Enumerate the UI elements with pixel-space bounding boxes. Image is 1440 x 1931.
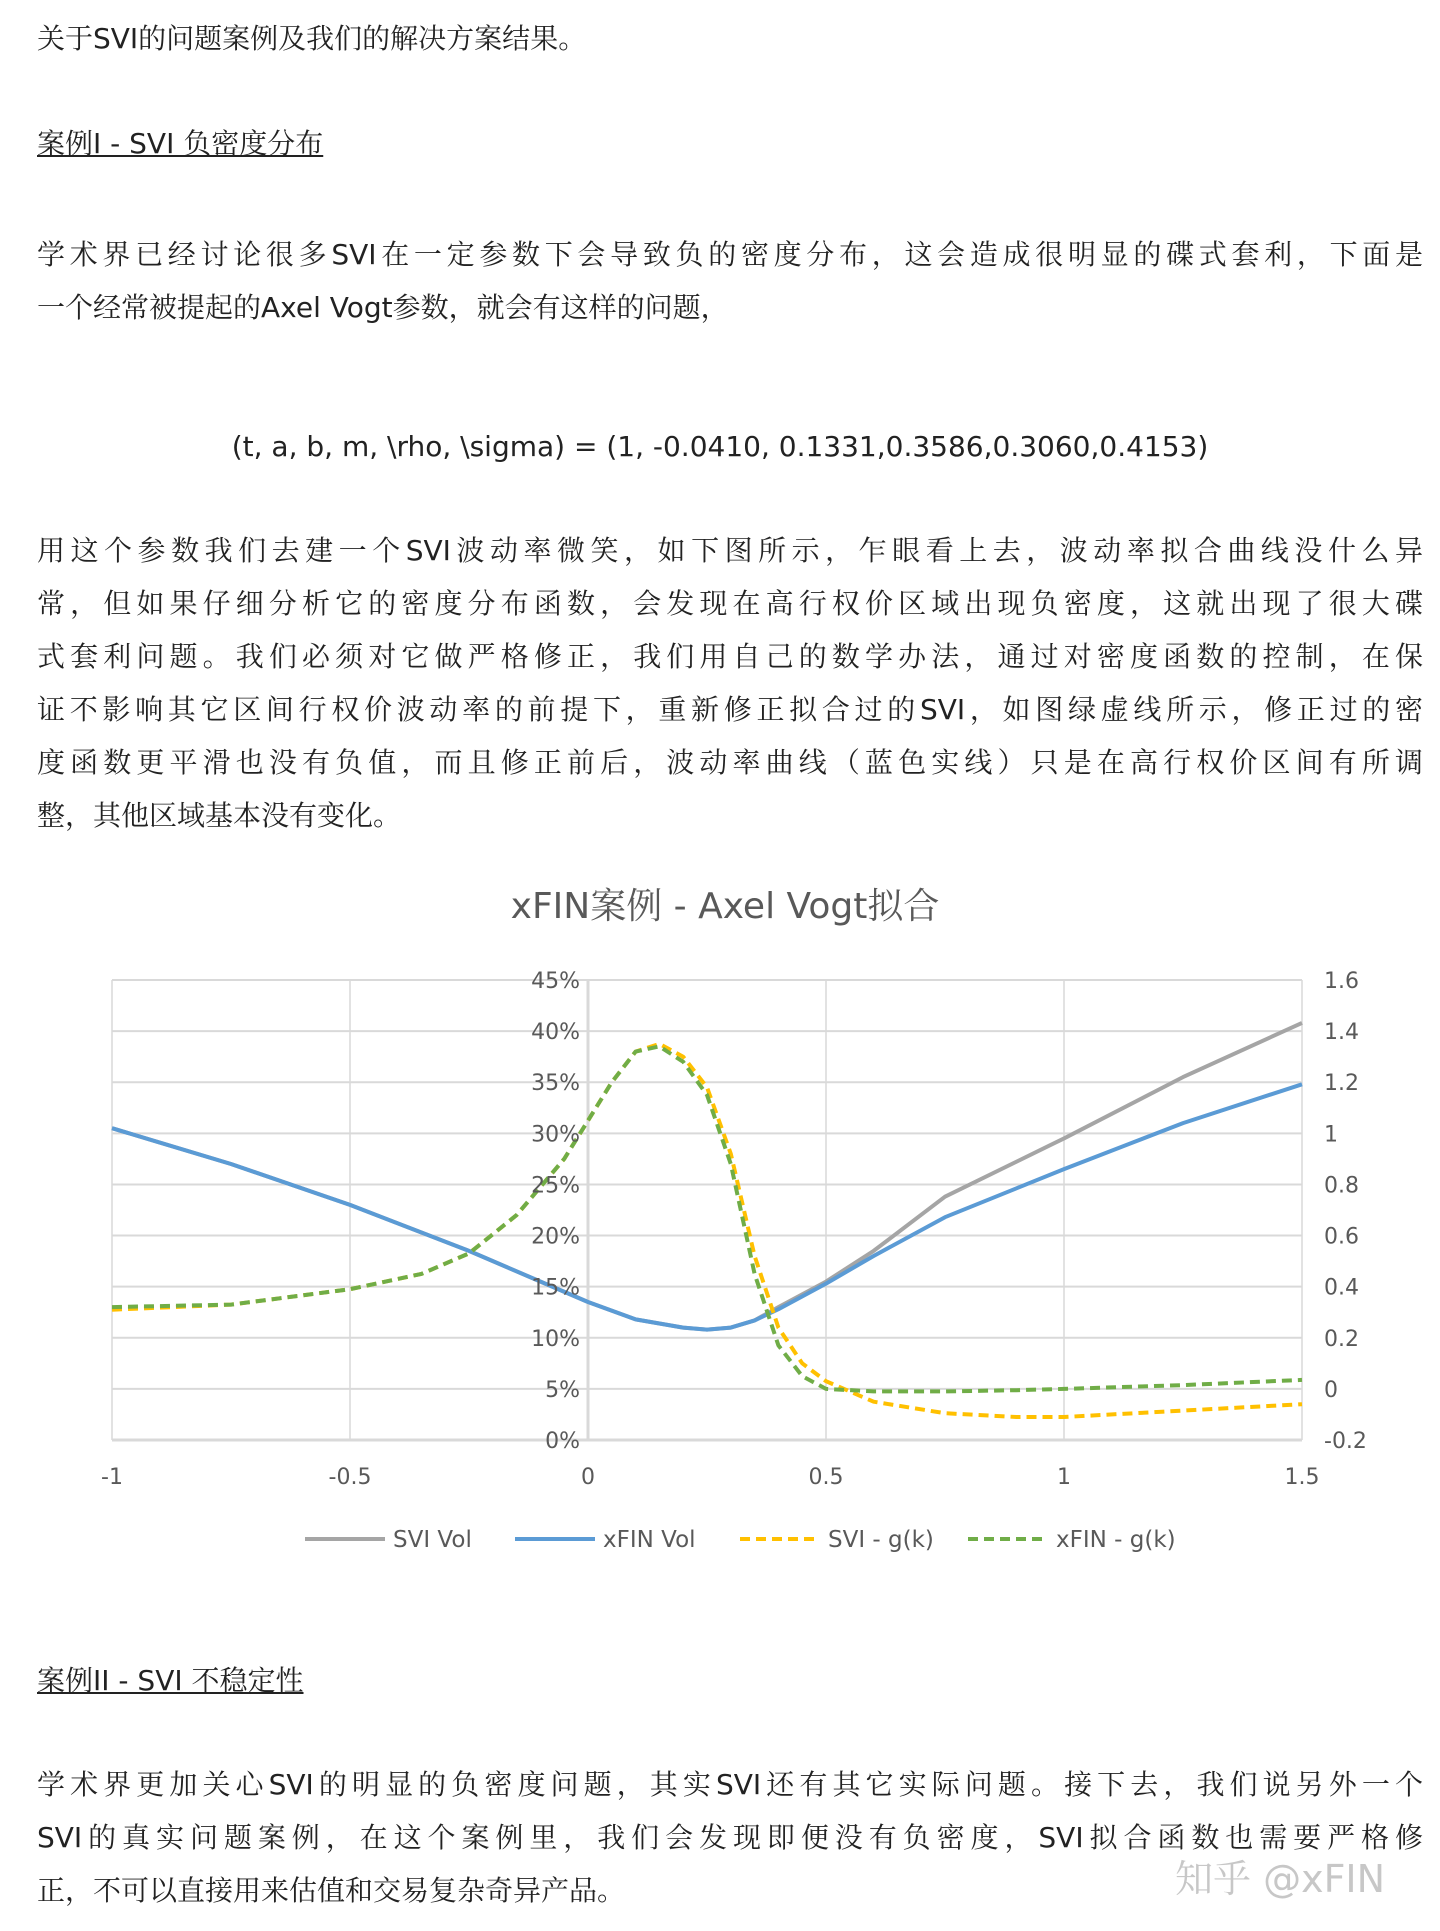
y-left-tick-label: 10%	[531, 1326, 580, 1352]
y-left-tick-label: 5%	[545, 1377, 580, 1403]
series-line-xfin-vol	[112, 1084, 1302, 1329]
y-right-tick-label: -0.2	[1324, 1429, 1367, 1454]
legend-label: SVI Vol	[393, 1527, 472, 1553]
paragraph-line: 正，不可以直接用来估值和交易复杂奇异产品。	[37, 1874, 626, 1907]
x-tick-label: 0	[581, 1465, 595, 1490]
x-tick-label: 1.5	[1284, 1465, 1320, 1490]
paragraph-line: 整，其他区域基本没有变化。	[37, 799, 402, 832]
y-right-tick-label: 0.6	[1324, 1224, 1359, 1250]
case2-heading: 案例II - SVI 不稳定性	[37, 1664, 304, 1697]
legend-label: xFIN - g(k)	[1056, 1527, 1176, 1553]
x-tick-label: 1	[1057, 1465, 1071, 1490]
formula: (t, a, b, m, \rho, \sigma) = (1, -0.0410, 0.1331,0.3586,0.3060,0.4153)	[231, 430, 1209, 463]
y-right-tick-label: 0.4	[1324, 1275, 1359, 1301]
y-right-tick-label: 1.6	[1324, 969, 1359, 994]
y-left-tick-label: 25%	[531, 1173, 580, 1199]
paragraph-line: 学术界更加关心SVI的明显的负密度问题，其实SVI还有其它实际问题。接下去，我们说另外一个	[37, 1768, 1423, 1801]
series-line-svi-vol	[112, 1023, 1302, 1330]
chart-axel-vogt	[0, 860, 1440, 1600]
y-left-tick-label: 20%	[531, 1224, 580, 1250]
y-left-tick-label: 35%	[531, 1071, 580, 1097]
y-right-tick-label: 0.8	[1324, 1173, 1359, 1199]
y-right-tick-label: 1.4	[1324, 1020, 1359, 1046]
paragraph-line: 用这个参数我们去建一个SVI波动率微笑，如下图所示，乍眼看上去，波动率拟合曲线没什么异	[37, 534, 1423, 567]
y-left-tick-label: 45%	[531, 969, 580, 994]
watermark: 知乎 @xFIN	[1175, 1857, 1386, 1901]
y-right-tick-label: 1	[1324, 1122, 1338, 1148]
paragraph-line: 度函数更平滑也没有负值，而且修正前后，波动率曲线（蓝色实线）只是在高行权价区间有所调	[37, 746, 1423, 779]
y-left-tick-label: 15%	[531, 1275, 580, 1301]
legend-label: xFIN Vol	[603, 1527, 696, 1553]
paragraph-line: 证不影响其它区间行权价波动率的前提下，重新修正拟合过的SVI，如图绿虚线所示，修正过的密	[37, 693, 1423, 726]
x-tick-label: 0.5	[808, 1465, 844, 1490]
y-right-tick-label: 1.2	[1324, 1071, 1359, 1097]
paragraph-line: 式套利问题。我们必须对它做严格修正，我们用自己的数学办法，通过对密度函数的控制，在保	[37, 640, 1423, 673]
y-right-tick-label: 0	[1324, 1377, 1338, 1403]
x-tick-label: -0.5	[328, 1465, 372, 1490]
y-right-tick-label: 0.2	[1324, 1326, 1359, 1352]
y-left-tick-label: 40%	[531, 1020, 580, 1046]
y-left-tick-label: 0%	[545, 1429, 580, 1454]
series-line-xfin-g-k-	[112, 1046, 1302, 1391]
x-tick-label: -1	[101, 1465, 123, 1490]
case1-heading: 案例I - SVI 负密度分布	[37, 127, 324, 160]
paragraph-line: 一个经常被提起的Axel Vogt参数，就会有这样的问题，	[37, 291, 729, 324]
legend-label: SVI - g(k)	[828, 1527, 934, 1553]
intro-text: 关于SVI的问题案例及我们的解决方案结果。	[37, 22, 587, 55]
y-left-tick-label: 30%	[531, 1122, 580, 1148]
paragraph-line: 常，但如果仔细分析它的密度分布函数，会发现在高行权价区域出现负密度，这就出现了很大碟	[37, 587, 1423, 620]
chart-title: xFIN案例 - Axel Vogt拟合	[510, 886, 940, 927]
paragraph-line: 学术界已经讨论很多SVI在一定参数下会导致负的密度分布，这会造成很明显的碟式套利，下面是	[37, 238, 1423, 271]
paragraph-line: SVI的真实问题案例，在这个案例里，我们会发现即便没有负密度，SVI拟合函数也需要严格修	[37, 1821, 1423, 1854]
